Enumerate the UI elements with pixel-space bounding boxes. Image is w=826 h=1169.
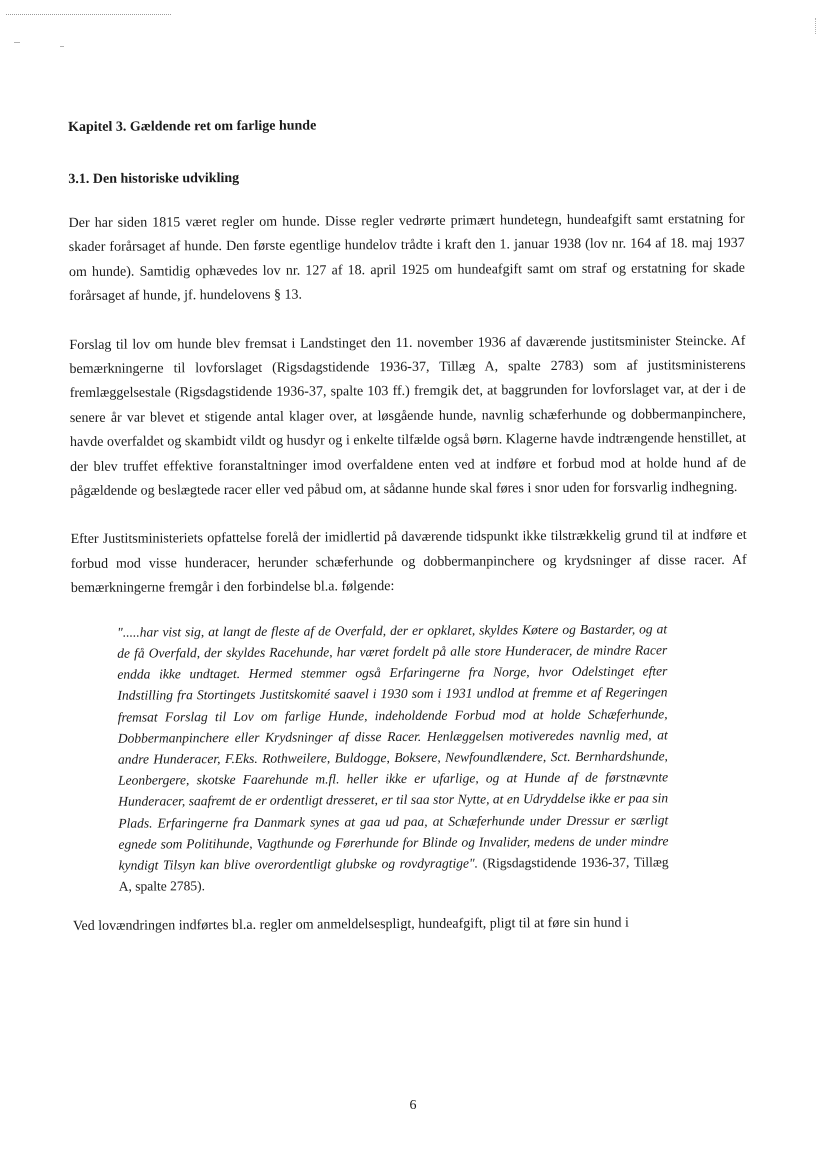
page-number: 6 <box>409 1098 417 1113</box>
paragraph-3: Efter Justitsministeriets opfattelse forelå der imidlertid på daværende tidspunkt ikke tilstrækkelig grund til at indføre et forbud mod visse hunderacer, herunder schæferhunde og dobbermanpinchere og krydsninger af disse racer. Af bemærkningerne fremgår i den forbindelse bl.a. følgende: <box>70 528 747 597</box>
scan-artifact-dash <box>14 42 20 43</box>
scan-artifact-edge <box>815 18 816 34</box>
paragraph-4: Ved lovændringen indførtes bl.a. regler om anmeldelsespligt, hundeafgift, pligt til at føre sin hund i <box>72 915 629 935</box>
scan-artifact-dash <box>60 46 64 47</box>
section-title: 3.1. Den historiske udvikling <box>68 170 240 187</box>
block-quote <box>117 618 669 897</box>
scan-artifact-line <box>6 14 171 15</box>
quote-citation: (Rigsdagstidende 1936-37, Tillæg A, spalte 2785). <box>118 854 669 894</box>
document-page <box>68 114 749 940</box>
chapter-title: Kapitel 3. Gældende ret om farlige hunde <box>68 118 317 135</box>
paragraph-2: Forslag til lov om hunde blev fremsat i Landstinget den 11. november 1936 af daværende justitsminister Steincke. Af bemærkningerne til lovforslaget (Rigsdagstidende 1936-37, Tillæg A, spalte 2783) som af justitsministerens fremlæggelsestale (Rigsdagstidende 1936-37, spalte 103 ff.) fremgik det, at baggrunden for lovforslaget var, at der i de senere år var blevet et stigende antal klager over, at løsgående hunde, navnlig schæferhunde og dobbermanpinchere, havde overfaldet og skambidt vildt og husdyr og i enkelte tilfælde også børn. Klagerne havde indtrængende henstillet, at der blev truffet effektive foranstaltninger imod overfaldene enten ved at indføre et forbud mod at holde hund af de pågældende og beslægtede racer eller ved påbud om, at sådanne hunde skal føres i snor uden for forsvarlig indhegning. <box>69 333 747 500</box>
paragraph-1: Der har siden 1815 været regler om hunde. Disse regler vedrørte primært hundetegn, hundeafgift samt erstatning for skader forårsaget af hunde. Den første egentlige hundelov trådte i kraft den 1. januar 1938 (lov nr. 164 af 18. maj 1937 om hunde). Samtidig ophævedes lov nr. 127 af 18. april 1925 om hundeafgift samt om straf og erstatning for skade forårsaget af hunde, jf. hundelovens § 13. <box>68 211 745 305</box>
quote-text: ".....har vist sig, at langt de fleste af de Overfald, der er opklaret, skyldes Køtere og Bastarder, og at de få Overfald, der skyldes Racehunde, har været fordelt på alle store Hunderacer, de mindre Racer endda ikke undtaget. Hermed stemmer også Erfaringerne fra Norge, hvor Odelstinget efter Indstilling fra Stortingets Justitskomité saavel i 1930 som i 1931 undlod at fremme et af Regeringen fremsat Forslag til Lov om farlige Hunde, indeholdende Forbud mod at holde Schæferhunde, Dobbermanpinchere eller Krydsninger af disse Racer. Henlæggelsen motiveredes navnlig med, at andre Hunderacer, F.Eks. Rothweilere, Buldogge, Boksere, Newfoundlændere, Sct. Bernhardshunde, Leonbergere, skotske Faarehunde m.fl. heller ikke er ufarlige, og at Hunde af de førstnævnte Hunderacer, saafremt de er ordentligt dresseret, er til saa stor Nytte, at en Udryddelse ikke er paa sin Plads. Erfaringerne fra Danmark synes at gaa ud paa, at Schæferhunde under Dressur er særligt egnede som Politihunde, Vagthunde og Førerhunde for Blinde og Invalider, medens de under mindre kyndigt Tilsyn kan blive overordentligt glubske og rovdyragtige". <box>117 621 669 873</box>
